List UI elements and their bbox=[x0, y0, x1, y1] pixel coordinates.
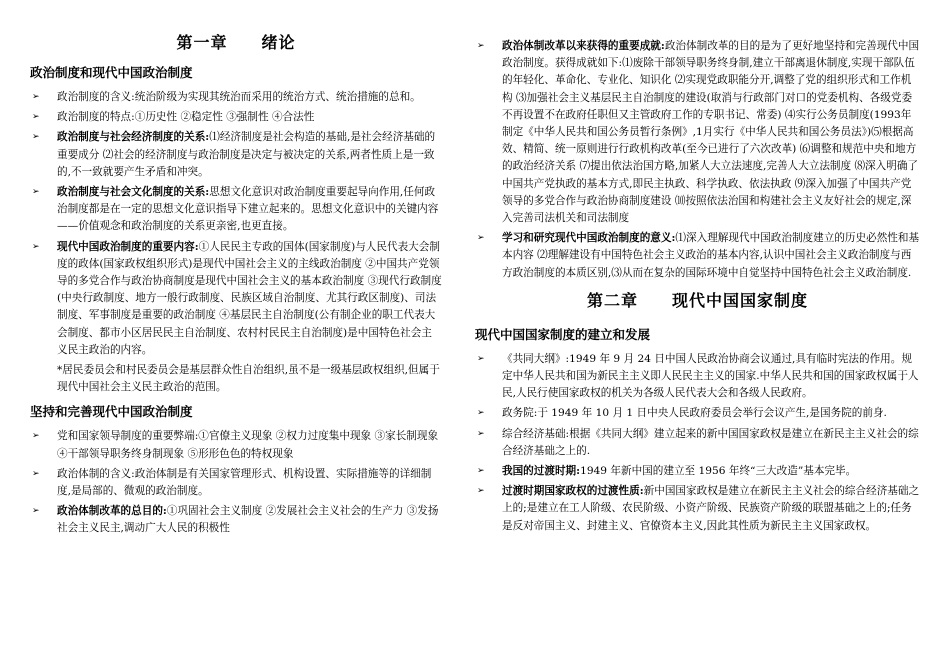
section-heading: 现代中国国家制度的建立和发展 bbox=[475, 326, 651, 342]
item-text: 综合经济基础:根据《共同大纲》建立起来的新中国国家政权是建立在新民主主义社会的综合经济基础之上的. bbox=[502, 427, 919, 457]
chapter-number: 第一章 bbox=[176, 33, 228, 52]
item-text: 政治体制的含义:政治体制是有关国家管理形式、机构设置、实际措施等的详细制度,是局部的、微观的政治制度。 bbox=[57, 467, 432, 498]
item-text: 新中国国家政权是建立在新民主主义社会的综合经济基础之上的;是建立在工人阶级、农民阶级、小资产阶级、民族资产阶级的联盟基础之上的;任务是反对帝国主义、封建主义、官僚资本主义,因此其性质为新民主主义国家政权。 bbox=[502, 485, 920, 532]
bullet-item bbox=[30, 428, 442, 462]
bullet-item bbox=[30, 239, 442, 359]
arrow-bullet-icon: ➢ bbox=[32, 431, 40, 442]
bullet-item bbox=[475, 38, 920, 227]
chapter-title: 绪论 bbox=[261, 33, 296, 52]
item-bold-lead: 政治体制改革的总目的: bbox=[57, 505, 167, 518]
arrow-bullet-icon: ➢ bbox=[32, 187, 40, 198]
item-text: 政务院:于 1949 年 10 月 1 日中央人民政府委员会举行会议产生,是国务院的前身. bbox=[502, 407, 887, 420]
bullet-item bbox=[475, 351, 920, 403]
bullet-item bbox=[30, 466, 442, 500]
arrow-bullet-icon: ➢ bbox=[32, 92, 40, 102]
arrow-bullet-icon: ➢ bbox=[477, 428, 485, 439]
item-text: ⑴深入理解现代中国政治制度建立的历史必然性和基本内容 ⑵理解建设有中国特色社会主义政治的基本内容,认识中国社会主义政治制度与西方政治制度的本质区别,⑶从而在复杂的国际环境中自觉坚持中国特色社会主义政治制度. bbox=[502, 232, 920, 279]
item-text: 1949 年新中国的建立至 1956 年终“三大改造”基本完毕。 bbox=[580, 465, 857, 478]
item-text: ①巩固社会主义制度 ②发展社会主义社会的生产力 ③发扬社会主义民主,调动广大人民的积极性 bbox=[57, 505, 439, 535]
item-text: 政治制度的特点:①历史性 ②稳定性 ③强制性 ④合法性 bbox=[57, 111, 315, 124]
item-text: 政治体制改革的目的是为了更好地坚持和完善现代中国政治制度。获得成就如下:⑴废除干部领导职务终身制,建立干部离退休制度,实现干部队伍的年轻化、革命化、专业化、知识化 ⑵实现党政职能分开,调整了党的组织形式和工作机构 ⑶加强社会主义基层民主自治制度的建设(取消与行政部门对口的党委机构、各级党委不再设置不在政府任职但又主管政府工作的专职书记、常委) ⑷实行公务员制度(1993年制定《中华人民共和国公务员暂行条例》,1月实行《中华人民共和国公务员法》)⑸根据高效、精简、统一原则进行行政机构改革(至今已进行了六次改革) ⑹调整和规范中央和地方的政治经济关系 ⑺提出依法治国方略,加紧人大立法速度,完善人大立法制度 ⑻深入明确了中国共产党执政的基本方式,即民主执政、科学执政、依法执政 ⑼深入加强了中国共产党领导的多党合作与政治协商制度建设 ⑽按照依法治国和构建社会主义友好社会的规定,深入完善司法机关和司法制度 bbox=[502, 40, 920, 225]
item-bold-lead: 政治制度与社会经济制度的关系: bbox=[57, 131, 210, 144]
item-text: ⑴经济制度是社会构造的基础,是社会经济基础的重要成分 ⑵社会的经济制度与政治制度是决定与被决定的关系,两者性质上是一致的,不一致就要产生矛盾和冲突。 bbox=[57, 131, 436, 178]
item-bold-lead: 过渡时期国家政权的过渡性质: bbox=[502, 485, 644, 498]
item-bold-lead: 学习和研究现代中国政治制度的意义: bbox=[502, 232, 676, 245]
arrow-bullet-icon: ➢ bbox=[32, 506, 40, 517]
item-text: 党和国家领导制度的重要弊端:①官僚主义现象 ②权力过度集中现象 ③家长制现象 ④干部领导职务终身制现象 ⑤形形色色的特权现象 bbox=[57, 430, 439, 460]
bullet-item bbox=[30, 89, 442, 106]
bullet-item bbox=[475, 426, 920, 460]
bullet-item bbox=[30, 129, 442, 181]
bullet-item bbox=[475, 463, 920, 480]
arrow-bullet-icon: ➢ bbox=[32, 132, 40, 143]
section-heading: 坚持和完善现代中国政治制度 bbox=[30, 404, 193, 420]
chapter-heading bbox=[30, 30, 442, 53]
item-text: 政治制度的含义:统治阶级为实现其统治而采用的统治方式、统治措施的总和。 bbox=[57, 91, 421, 103]
item-text: 思想文化意识对政治制度重要起导向作用,任何政治制度都是在一定的思想文化意识指导下建立起来的。思想文化意识中的关键内容——价值观念和政治制度的关系更亲密,也更直接。 bbox=[57, 186, 439, 233]
arrow-bullet-icon: ➢ bbox=[477, 41, 485, 51]
bullet-item bbox=[475, 405, 920, 422]
arrow-bullet-icon: ➢ bbox=[32, 241, 40, 252]
right-column bbox=[475, 38, 920, 538]
left-column bbox=[30, 30, 442, 541]
bullet-item bbox=[30, 503, 442, 537]
arrow-bullet-icon: ➢ bbox=[477, 353, 485, 364]
bullet-item bbox=[30, 109, 442, 126]
section-heading: 政治制度和现代中国政治制度 bbox=[30, 65, 193, 80]
arrow-bullet-icon: ➢ bbox=[477, 466, 485, 477]
item-text: 《共同大纲》:1949 年 9 月 24 日中国人民政治协商会议通过,具有临时宪法的作用。规定中华人民共和国为新民主主义即人民民主主义的国家.中华人民共和国的国家政权属于人民,人民行使国家政权的机关为各级人民代表大会和各级人民政府。 bbox=[502, 352, 919, 400]
item-text: ①人民民主专政的国体(国家制度)与人民代表大会制度的政体(国家政权组织形式)是现代中国社会主义的主线政治制度 ②中国共产党领导的多党合作与政治协商制度是现代中国社会主义的基本政治制度 ③现代行政制度(中央行政制度、地方一般行政制度、民族区域自治制度、尤其行政区制度)、司法制度、军事制度是重要的政治制度 ④基层民主自治制度(公有制企业的职工代表大会制度、都市小区居民民主自治制度、农村村民民主自治制度)是中国特色社会主义民主政治的内容。 bbox=[57, 240, 442, 356]
chapter-heading bbox=[475, 288, 920, 311]
item-bold-lead: 我国的过渡时期: bbox=[502, 465, 581, 478]
note-text: *居民委员会和村民委员会是基层群众性自治组织,虽不是一级基层政权组织,但属于现代中国社会主义民主政治的范围。 bbox=[57, 364, 440, 394]
chapter-title: 现代中国国家制度 bbox=[672, 290, 809, 310]
bullet-item bbox=[475, 230, 920, 282]
bullet-item bbox=[30, 184, 442, 236]
item-bold-lead: 现代中国政治制度的重要内容: bbox=[57, 240, 199, 253]
bullet-item bbox=[475, 483, 920, 535]
arrow-bullet-icon: ➢ bbox=[32, 112, 40, 123]
arrow-bullet-icon: ➢ bbox=[477, 233, 485, 244]
arrow-bullet-icon: ➢ bbox=[32, 468, 40, 479]
item-bold-lead: 政治制度与社会文化制度的关系: bbox=[57, 186, 210, 199]
chapter-number: 第二章 bbox=[586, 290, 638, 310]
arrow-bullet-icon: ➢ bbox=[477, 486, 485, 497]
item-bold-lead: 政治体制改革以来获得的重要成就: bbox=[502, 40, 665, 52]
arrow-bullet-icon: ➢ bbox=[477, 408, 485, 419]
